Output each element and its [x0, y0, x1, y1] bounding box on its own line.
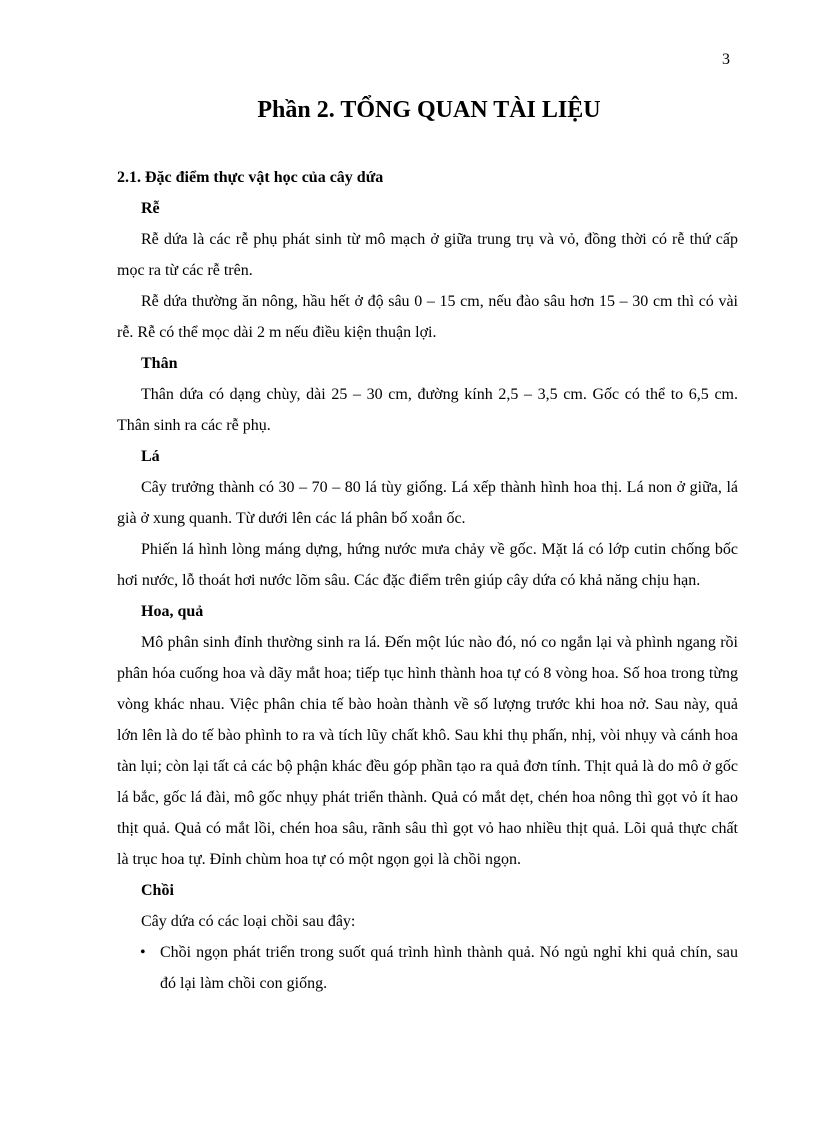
- paragraph-la-2: Phiến lá hình lòng máng dựng, hứng nước mưa chảy về gốc. Mặt lá có lớp cutin chống bốc hơi nước, lỗ thoát hơi nước lõm sâu. Các đặc điểm trên giúp cây dứa có khả năng chịu hạn.: [117, 541, 738, 589]
- page-number: 3: [722, 51, 730, 68]
- section-title: 2.1. Đặc điểm thực vật học của cây dứa: [117, 169, 384, 186]
- list-item-text: Chồi ngọn phát triển trong suốt quá trình hình thành quả. Nó ngủ nghỉ khi quả chín, sau đó lại làm chồi con giống.: [160, 944, 738, 992]
- paragraph-re-1: Rễ dứa là các rễ phụ phát sinh từ mô mạch ở giữa trung trụ và vỏ, đồng thời có rễ thứ cấp mọc ra từ các rễ trên.: [117, 231, 738, 279]
- paragraph-hoa-qua-1: Mô phân sinh đỉnh thường sinh ra lá. Đến một lúc nào đó, nó co ngắn lại và phình ngang rồi phân hóa cuống hoa và dãy mắt hoa; tiếp tục hình thành hoa tự có 8 vòng hoa. Số hoa trong từng vòng khác nhau. Việc phân chia tế bào hoàn thành về số lượng trước khi hoa nở. Sau này, quả lớn lên là do tế bào phình to ra và tích lũy chất khô. Sau khi thụ phấn, nhị, vòi nhụy và cánh hoa tàn lụi; còn lại tất cả các bộ phận khác đều góp phần tạo ra quả đơn tính. Thịt quả là do mô ở gốc lá bắc, gốc lá đài, mô gốc nhụy phát triển thành. Quả có mắt dẹt, chén hoa nông thì gọt vỏ ít hao thịt quả. Quả có mắt lồi, chén hoa sâu, rãnh sâu thì gọt vỏ hao nhiều thịt quả. Lõi quả thực chất là trục hoa tự. Đỉnh chùm hoa tự có một ngọn gọi là chồi ngọn.: [117, 634, 738, 868]
- part-title: Phần 2. TỔNG QUAN TÀI LIỆU: [257, 97, 601, 123]
- paragraph-la-1: Cây trưởng thành có 30 – 70 – 80 lá tùy giống. Lá xếp thành hình hoa thị. Lá non ở giữa, lá già ở xung quanh. Từ dưới lên các lá phân bố xoắn ốc.: [117, 479, 738, 527]
- heading-choi: Chồi: [141, 882, 174, 899]
- choi-bullet-list: [117, 937, 738, 999]
- list-item: [117, 937, 738, 999]
- paragraph-choi-intro: Cây dứa có các loại chồi sau đây:: [141, 913, 356, 930]
- heading-la: Lá: [141, 448, 160, 465]
- heading-re: Rễ: [141, 200, 160, 217]
- heading-hoa-qua: Hoa, quả: [141, 603, 204, 620]
- paragraph-than-1: Thân dứa có dạng chùy, dài 25 – 30 cm, đường kính 2,5 – 3,5 cm. Gốc có thể to 6,5 cm. Thân sinh ra các rễ phụ.: [117, 386, 738, 434]
- heading-than: Thân: [141, 355, 178, 372]
- bullet-icon: •: [140, 944, 146, 961]
- document-body: [117, 162, 738, 999]
- paragraph-re-2: Rễ dứa thường ăn nông, hầu hết ở độ sâu 0 – 15 cm, nếu đào sâu hơn 15 – 30 cm thì có vài rễ. Rễ có thể mọc dài 2 m nếu điều kiện thuận lợi.: [117, 293, 738, 341]
